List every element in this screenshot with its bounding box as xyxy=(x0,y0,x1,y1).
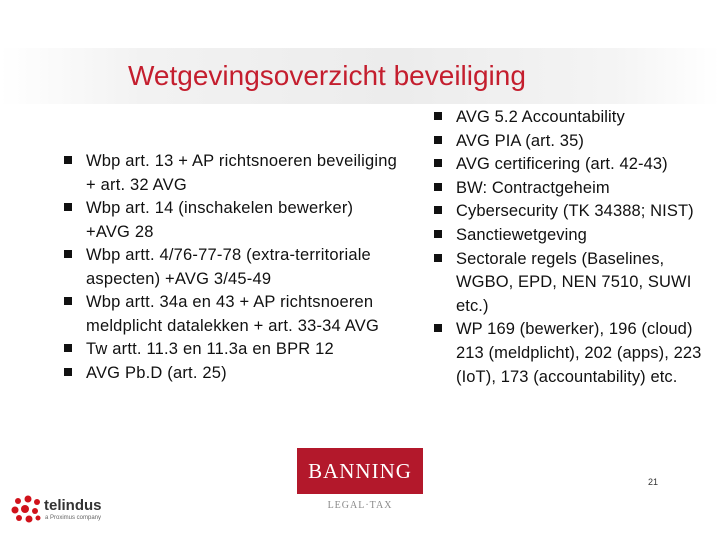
list-item: AVG certificering (art. 42-43) xyxy=(428,153,720,177)
telindus-logo-text: telindus xyxy=(44,497,102,514)
list-item: Wbp art. 13 + AP richtsnoeren beveiliging + art. 32 AVG xyxy=(58,150,398,197)
list-item: Tw artt. 11.3 en 11.3a en BPR 12 xyxy=(58,338,398,362)
telindus-logo-subtitle: a Proximus company xyxy=(45,515,102,521)
left-bullet-list xyxy=(58,150,398,385)
list-item: Sanctiewetgeving xyxy=(428,224,720,248)
banning-logo-subtitle: LEGAL·TAX xyxy=(327,500,393,511)
list-item: Cybersecurity (TK 34388; NIST) xyxy=(428,200,720,224)
list-item: Wbp artt. 34a en 43 + AP richtsnoeren meldplicht datalekken + art. 33-34 AVG xyxy=(58,291,398,338)
list-item: Wbp art. 14 (inschakelen bewerker) +AVG 28 xyxy=(58,197,398,244)
right-bullet-list xyxy=(428,106,720,389)
page-number: 21 xyxy=(648,477,659,487)
list-item: WP 169 (bewerker), 196 (cloud) 213 (meldplicht), 202 (apps), 223 (IoT), 173 (accountability) etc. xyxy=(428,318,720,389)
list-item: BW: Contractgeheim xyxy=(428,177,720,201)
list-item: Wbp artt. 4/76-77-78 (extra-territoriale aspecten) +AVG 3/45-49 xyxy=(58,244,398,291)
list-item: Sectorale regels (Baselines, WGBO, EPD, NEN 7510, SUWI etc.) xyxy=(428,248,720,319)
slide-title: Wetgevingsoverzicht beveiliging xyxy=(128,60,526,91)
list-item: AVG PIA (art. 35) xyxy=(428,130,720,154)
list-item: AVG 5.2 Accountability xyxy=(428,106,720,130)
list-item: AVG Pb.D (art. 25) xyxy=(58,362,398,386)
banning-logo: BANNING xyxy=(297,448,423,494)
